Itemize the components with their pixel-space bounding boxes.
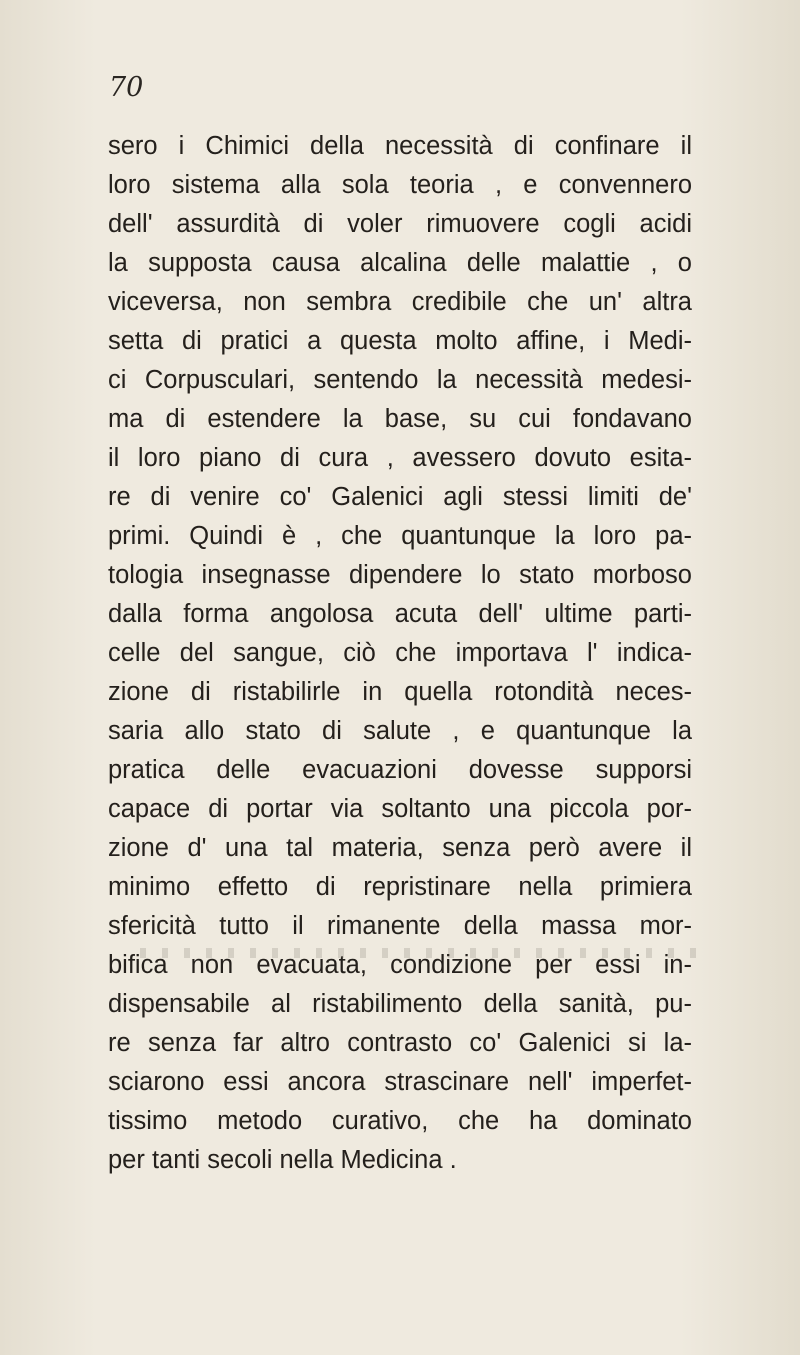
text-line: tissimo metodo curativo, che ha dominato	[108, 1107, 692, 1135]
text-line: dalla forma angolosa acuta dell' ultime parti-	[108, 600, 692, 628]
text-line: bifica non evacuata, condizione per essi in-	[108, 951, 692, 979]
text-line: dispensabile al ristabilimento della sanità, pu-	[108, 990, 692, 1018]
text-line-last: per tanti secoli nella Medicina .	[108, 1146, 457, 1174]
body-text	[108, 127, 692, 1180]
text-line: sfericità tutto il rimanente della massa mor-	[108, 912, 692, 940]
text-line: zione di ristabilirle in quella rotondità neces-	[108, 678, 692, 706]
text-line: tologia insegnasse dipendere lo stato morboso	[108, 561, 692, 589]
text-line: saria allo stato di salute , e quantunque la	[108, 717, 692, 745]
text-line: re senza far altro contrasto co' Galenici si la-	[108, 1029, 692, 1057]
text-line: capace di portar via soltanto una piccola por-	[108, 795, 692, 823]
text-line: la supposta causa alcalina delle malattie , o	[108, 249, 692, 277]
ink-bleed-decoration	[140, 948, 700, 958]
text-line: viceversa, non sembra credibile che un' altra	[108, 288, 692, 316]
text-line: zione d' una tal materia, senza però avere il	[108, 834, 692, 862]
text-line: primi. Quindi è , che quantunque la loro pa-	[108, 522, 692, 550]
text-line: ma di estendere la base, su cui fondavano	[108, 405, 692, 433]
text-line: il loro piano di cura , avessero dovuto esita-	[108, 444, 692, 472]
text-line: ci Corpusculari, sentendo la necessità medesi-	[108, 366, 692, 394]
text-line: minimo effetto di repristinare nella primiera	[108, 873, 692, 901]
text-line: sero i Chimici della necessità di confinare il	[108, 132, 692, 160]
text-line: setta di pratici a questa molto affine, i Medi-	[108, 327, 692, 355]
page-number: 70	[109, 72, 144, 103]
text-line: loro sistema alla sola teoria , e convennero	[108, 171, 692, 199]
text-line: sciarono essi ancora strascinare nell' imperfet-	[108, 1068, 692, 1096]
text-line: dell' assurdità di voler rimuovere cogli acidi	[108, 210, 692, 238]
text-line: pratica delle evacuazioni dovesse supporsi	[108, 756, 692, 784]
text-line: celle del sangue, ciò che importava l' indica-	[108, 639, 692, 667]
text-line: re di venire co' Galenici agli stessi limiti de'	[108, 483, 692, 511]
